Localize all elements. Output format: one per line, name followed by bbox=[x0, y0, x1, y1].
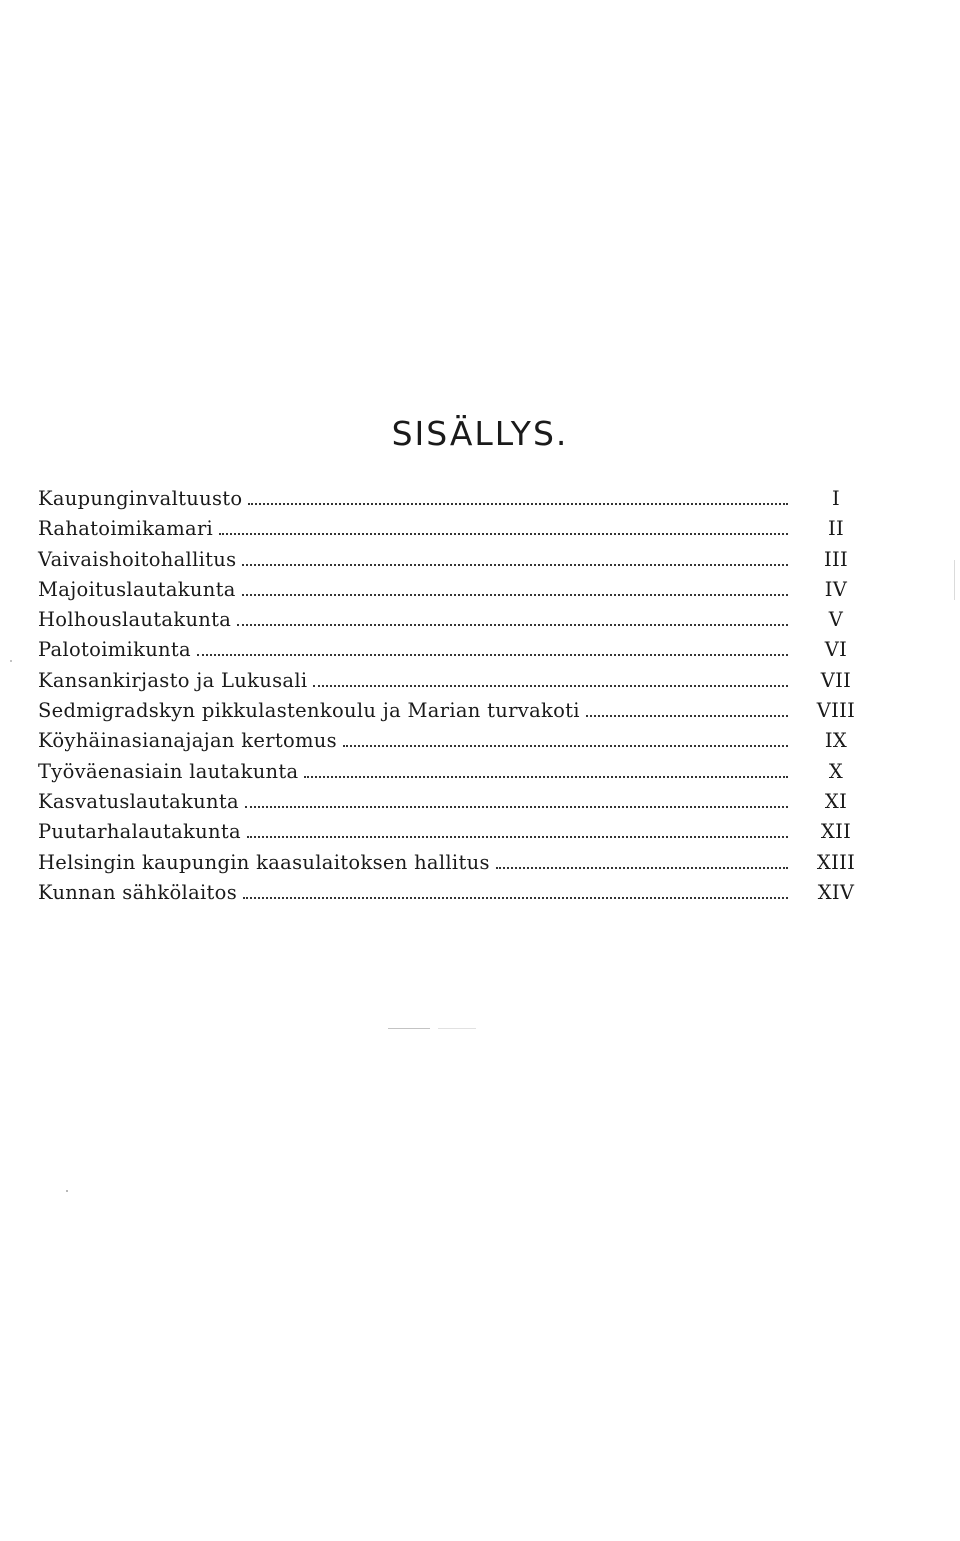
toc-entry-page-number: III bbox=[823, 547, 848, 571]
toc-entry-label: Kansankirjasto ja Lukusali bbox=[38, 668, 308, 692]
toc-entry-page-number: IX bbox=[824, 729, 848, 753]
dot-leader bbox=[247, 836, 788, 838]
table-of-contents bbox=[38, 484, 860, 908]
dot-leader bbox=[197, 654, 788, 656]
toc-entry-label: Kunnan sähkölaitos bbox=[38, 880, 238, 904]
toc-entry-label: Holhouslautakunta bbox=[38, 608, 232, 632]
dot-leader bbox=[343, 745, 788, 747]
toc-entry bbox=[38, 726, 860, 756]
toc-entry-page-number: XIV bbox=[817, 880, 855, 904]
toc-entry-label: Vaivaishoitohallitus bbox=[38, 547, 237, 571]
toc-entry bbox=[38, 878, 860, 908]
scan-artifact-line bbox=[388, 1028, 430, 1029]
scan-artifact-dot bbox=[10, 660, 12, 662]
toc-entry bbox=[38, 575, 860, 605]
toc-entry-label: Kasvatuslautakunta bbox=[38, 789, 239, 813]
toc-entry-page-number: X bbox=[828, 759, 844, 783]
dot-leader bbox=[586, 715, 788, 717]
toc-entry bbox=[38, 545, 860, 575]
toc-entry bbox=[38, 514, 860, 544]
toc-entry-label: Rahatoimikamari bbox=[38, 517, 214, 541]
toc-entry-page-number: I bbox=[831, 487, 840, 510]
toc-entry-page-number: XIII bbox=[816, 850, 856, 874]
toc-entry-label: Köyhäinasianajajan kertomus bbox=[38, 729, 337, 753]
dot-leader bbox=[245, 806, 788, 808]
toc-entry-label: Palotoimikunta bbox=[38, 638, 191, 662]
toc-entry-label: Puutarhalautakunta bbox=[38, 820, 241, 844]
toc-entry-page-number: XI bbox=[824, 789, 848, 813]
toc-entry bbox=[38, 817, 860, 847]
toc-entry-label: Majoituslautakunta bbox=[38, 577, 236, 601]
toc-entry-label: Työväenasiain lautakunta bbox=[38, 759, 299, 783]
scan-artifact-edge bbox=[954, 560, 955, 600]
toc-entry-page-number: II bbox=[827, 517, 844, 541]
toc-entry bbox=[38, 484, 860, 514]
dot-leader bbox=[313, 685, 788, 687]
dot-leader bbox=[237, 624, 788, 626]
dot-leader bbox=[242, 564, 788, 566]
toc-entry-label: Helsingin kaupungin kaasulaitoksen hallitus bbox=[38, 850, 490, 874]
page-title: SISÄLLYS. bbox=[391, 414, 569, 454]
dot-leader bbox=[496, 867, 788, 869]
toc-entry bbox=[38, 666, 860, 696]
toc-entry-label: Sedmigradskyn pikkulastenkoulu ja Marian turvakoti bbox=[38, 699, 580, 723]
toc-entry bbox=[38, 848, 860, 878]
toc-entry-page-number: VIII bbox=[816, 699, 856, 723]
toc-entry-page-number: V bbox=[828, 608, 844, 632]
scan-artifact-dots bbox=[438, 1028, 476, 1029]
toc-entry-page-number: IV bbox=[824, 577, 848, 601]
scan-artifact-dot bbox=[66, 1190, 68, 1192]
toc-entry bbox=[38, 757, 860, 787]
toc-entry bbox=[38, 787, 860, 817]
toc-entry bbox=[38, 635, 860, 665]
toc-entry-page-number: VII bbox=[820, 668, 852, 692]
toc-entry-label: Kaupunginvaltuusto bbox=[38, 487, 243, 510]
toc-entry-page-number: XII bbox=[820, 820, 852, 844]
toc-entry bbox=[38, 605, 860, 635]
toc-entry-page-number: VI bbox=[824, 638, 848, 662]
dot-leader bbox=[243, 897, 788, 899]
dot-leader bbox=[219, 533, 788, 535]
toc-entry bbox=[38, 696, 860, 726]
dot-leader bbox=[248, 503, 788, 505]
dot-leader bbox=[242, 594, 788, 596]
dot-leader bbox=[304, 776, 788, 778]
